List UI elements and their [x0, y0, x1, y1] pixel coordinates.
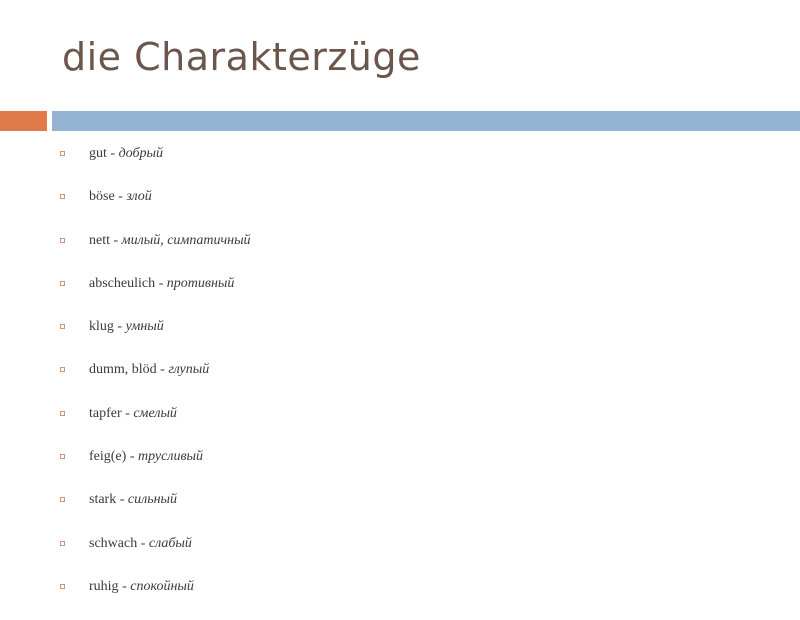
- german-term: schwach: [89, 535, 138, 551]
- separator: -: [155, 275, 167, 291]
- separator: -: [121, 405, 134, 421]
- german-term: tapfer: [89, 405, 122, 421]
- german-term: stark: [89, 492, 117, 508]
- hollow-square-bullet-icon: [60, 151, 65, 156]
- item-text: [89, 231, 251, 251]
- separator: -: [156, 362, 169, 378]
- hollow-square-bullet-icon: [60, 411, 65, 416]
- separator: -: [126, 449, 138, 465]
- separator: -: [116, 492, 128, 508]
- german-term: ruhig: [89, 578, 119, 594]
- russian-translation: злой: [126, 189, 152, 205]
- item-text: [89, 447, 203, 467]
- german-term: dumm, blöd: [89, 362, 157, 378]
- russian-translation: трусливый: [137, 449, 204, 465]
- slide-title: die Charakterzüge: [62, 35, 421, 79]
- russian-translation: смелый: [133, 405, 177, 421]
- german-term: abscheulich: [89, 275, 156, 291]
- hollow-square-bullet-icon: [60, 281, 65, 286]
- russian-translation: слабый: [148, 535, 192, 551]
- accent-bar-left: [0, 111, 47, 131]
- german-term: klug: [89, 319, 114, 335]
- item-text: [89, 534, 192, 554]
- hollow-square-bullet-icon: [60, 194, 65, 199]
- separator: -: [113, 319, 126, 335]
- german-term: nett: [89, 232, 110, 248]
- hollow-square-bullet-icon: [60, 367, 65, 372]
- item-text: [89, 360, 209, 380]
- item-text: [89, 577, 194, 597]
- russian-translation: противный: [166, 275, 235, 291]
- separator: -: [137, 535, 149, 551]
- hollow-square-bullet-icon: [60, 541, 65, 546]
- hollow-square-bullet-icon: [60, 454, 65, 459]
- accent-bar-right: [52, 111, 800, 131]
- item-text: [89, 274, 234, 294]
- item-text: [89, 404, 177, 424]
- item-text: [89, 144, 163, 164]
- hollow-square-bullet-icon: [60, 238, 65, 243]
- german-term: feig(e): [89, 449, 127, 465]
- separator: -: [110, 232, 122, 248]
- separator: -: [114, 189, 127, 205]
- item-text: [89, 490, 177, 510]
- hollow-square-bullet-icon: [60, 584, 65, 589]
- russian-translation: сильный: [127, 492, 178, 508]
- hollow-square-bullet-icon: [60, 324, 65, 329]
- item-text: [89, 187, 152, 207]
- russian-translation: глупый: [168, 362, 210, 378]
- german-term: böse: [89, 189, 115, 205]
- russian-translation: спокойный: [130, 578, 194, 594]
- separator: -: [106, 146, 119, 161]
- hollow-square-bullet-icon: [60, 497, 65, 502]
- russian-translation: милый, симпатичный: [121, 232, 251, 248]
- german-term: gut: [89, 146, 107, 161]
- russian-translation: умный: [125, 319, 164, 335]
- russian-translation: добрый: [118, 146, 163, 161]
- item-text: [89, 317, 164, 337]
- separator: -: [118, 578, 131, 594]
